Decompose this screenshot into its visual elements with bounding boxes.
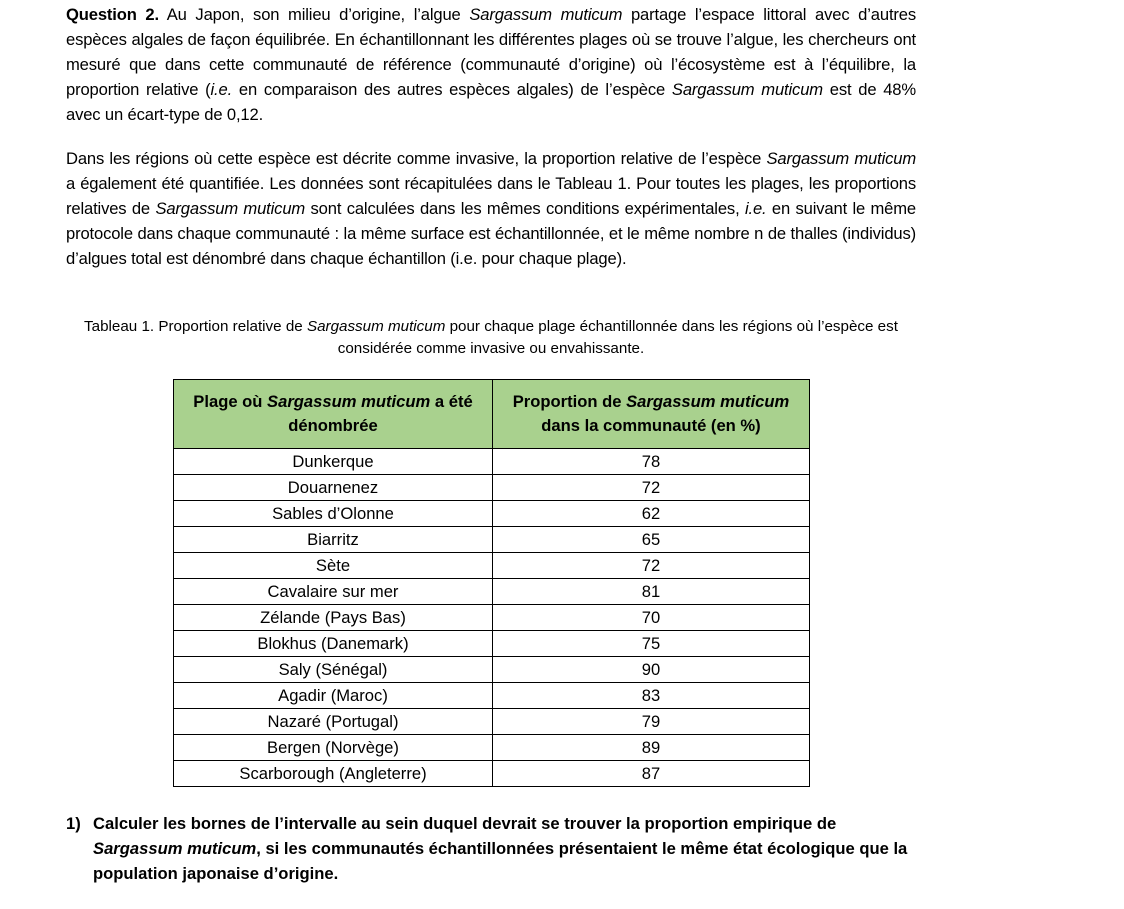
text: a été dénombrée xyxy=(288,392,473,435)
cell-plage: Bergen (Norvège) xyxy=(174,735,493,761)
ie-abbrev: i.e. xyxy=(744,199,767,218)
header-plage xyxy=(174,380,493,449)
cell-plage: Saly (Sénégal) xyxy=(174,657,493,683)
cell-proportion: 70 xyxy=(493,605,810,631)
text: sont calculées dans les mêmes conditions expérimentales, xyxy=(305,199,745,218)
cell-plage: Scarborough (Angleterre) xyxy=(174,761,493,787)
cell-plage: Cavalaire sur mer xyxy=(174,579,493,605)
text: Proportion de xyxy=(512,392,627,411)
table-row xyxy=(174,579,810,605)
species-name: Sargassum muticum xyxy=(626,392,790,411)
table-row xyxy=(174,449,810,475)
question-number: 1) xyxy=(66,814,81,833)
cell-proportion: 72 xyxy=(493,553,810,579)
text: Tableau 1. Proportion relative de xyxy=(84,318,307,335)
text: Au Japon, son milieu d’origine, l’algue xyxy=(158,5,470,24)
text: en comparaison des autres espèces algales) de l’espèce xyxy=(232,80,672,99)
table-row xyxy=(174,475,810,501)
cell-proportion: 78 xyxy=(493,449,810,475)
text: Plage où xyxy=(193,392,268,411)
table-body xyxy=(174,449,810,787)
text: dans la communauté (en %) xyxy=(541,416,761,435)
species-name: Sargassum muticum xyxy=(306,318,446,335)
table-caption xyxy=(66,316,916,360)
cell-proportion: 75 xyxy=(493,631,810,657)
cell-plage: Blokhus (Danemark) xyxy=(174,631,493,657)
cell-proportion: 62 xyxy=(493,501,810,527)
species-name: Sargassum muticum xyxy=(671,80,823,99)
cell-proportion: 83 xyxy=(493,683,810,709)
table-row xyxy=(174,631,810,657)
cell-proportion: 72 xyxy=(493,475,810,501)
proportion-table xyxy=(173,379,810,787)
text: est de 48% avec un écart-type de 0,12. xyxy=(66,80,916,124)
header-proportion xyxy=(493,380,810,449)
text: pour chaque plage échantillonnée dans les régions où l’espèce est considérée comme invasive ou envahissante. xyxy=(337,318,898,357)
question-1 xyxy=(66,811,921,886)
table-header-row xyxy=(174,380,810,449)
species-name: Sargassum muticum xyxy=(469,5,623,24)
table-row xyxy=(174,553,810,579)
cell-plage: Biarritz xyxy=(174,527,493,553)
context-paragraph xyxy=(66,146,916,271)
text: , si les communautés échantillonnées présentaient le même état écologique que la population japonaise d’origine. xyxy=(93,839,908,883)
table-row xyxy=(174,605,810,631)
cell-plage: Zélande (Pays Bas) xyxy=(174,605,493,631)
table-row xyxy=(174,735,810,761)
text: en suivant le même protocole dans chaque communauté : la même surface est échantillonnée, et le même nombre n de thalles (individus) d’algues total est dénombré dans chaque échantillon (i.e. pour chaque plage). xyxy=(66,199,916,268)
table-row xyxy=(174,709,810,735)
question-label: Question 2. xyxy=(66,5,159,24)
table-row xyxy=(174,657,810,683)
cell-proportion: 81 xyxy=(493,579,810,605)
cell-proportion: 87 xyxy=(493,761,810,787)
table-row xyxy=(174,527,810,553)
cell-plage: Nazaré (Portugal) xyxy=(174,709,493,735)
intro-paragraph xyxy=(66,2,916,127)
question-text xyxy=(93,811,921,886)
species-name: Sargassum muticum xyxy=(766,149,917,168)
text: a également été quantifiée. Les données sont récapitulées dans le Tableau 1. Pour toutes les plages, les proportions relatives de xyxy=(66,174,916,218)
table-row xyxy=(174,683,810,709)
cell-plage: Dunkerque xyxy=(174,449,493,475)
text: partage l’espace littoral avec d’autres espèces algales de façon équilibrée. En échantillonnant les différentes plages où se trouve l’algue, les chercheurs ont mesuré que dans cette communauté de référence (communauté d’origine) où l’écosystème est à l’équilibre, la proportion relative ( xyxy=(66,5,917,99)
cell-proportion: 79 xyxy=(493,709,810,735)
species-name: Sargassum muticum xyxy=(93,839,257,858)
table-row xyxy=(174,501,810,527)
cell-plage: Agadir (Maroc) xyxy=(174,683,493,709)
ie-abbrev: i.e. xyxy=(210,80,233,99)
text: Dans les régions où cette espèce est décrite comme invasive, la proportion relative de l’espèce xyxy=(66,149,767,168)
table-row xyxy=(174,761,810,787)
cell-proportion: 90 xyxy=(493,657,810,683)
cell-proportion: 89 xyxy=(493,735,810,761)
cell-plage: Sète xyxy=(174,553,493,579)
text: Calculer les bornes de l’intervalle au sein duquel devrait se trouver la proportion empirique de xyxy=(93,814,837,833)
cell-plage: Douarnenez xyxy=(174,475,493,501)
cell-plage: Sables d’Olonne xyxy=(174,501,493,527)
species-name: Sargassum muticum xyxy=(155,199,306,218)
species-name: Sargassum muticum xyxy=(267,392,431,411)
cell-proportion: 65 xyxy=(493,527,810,553)
